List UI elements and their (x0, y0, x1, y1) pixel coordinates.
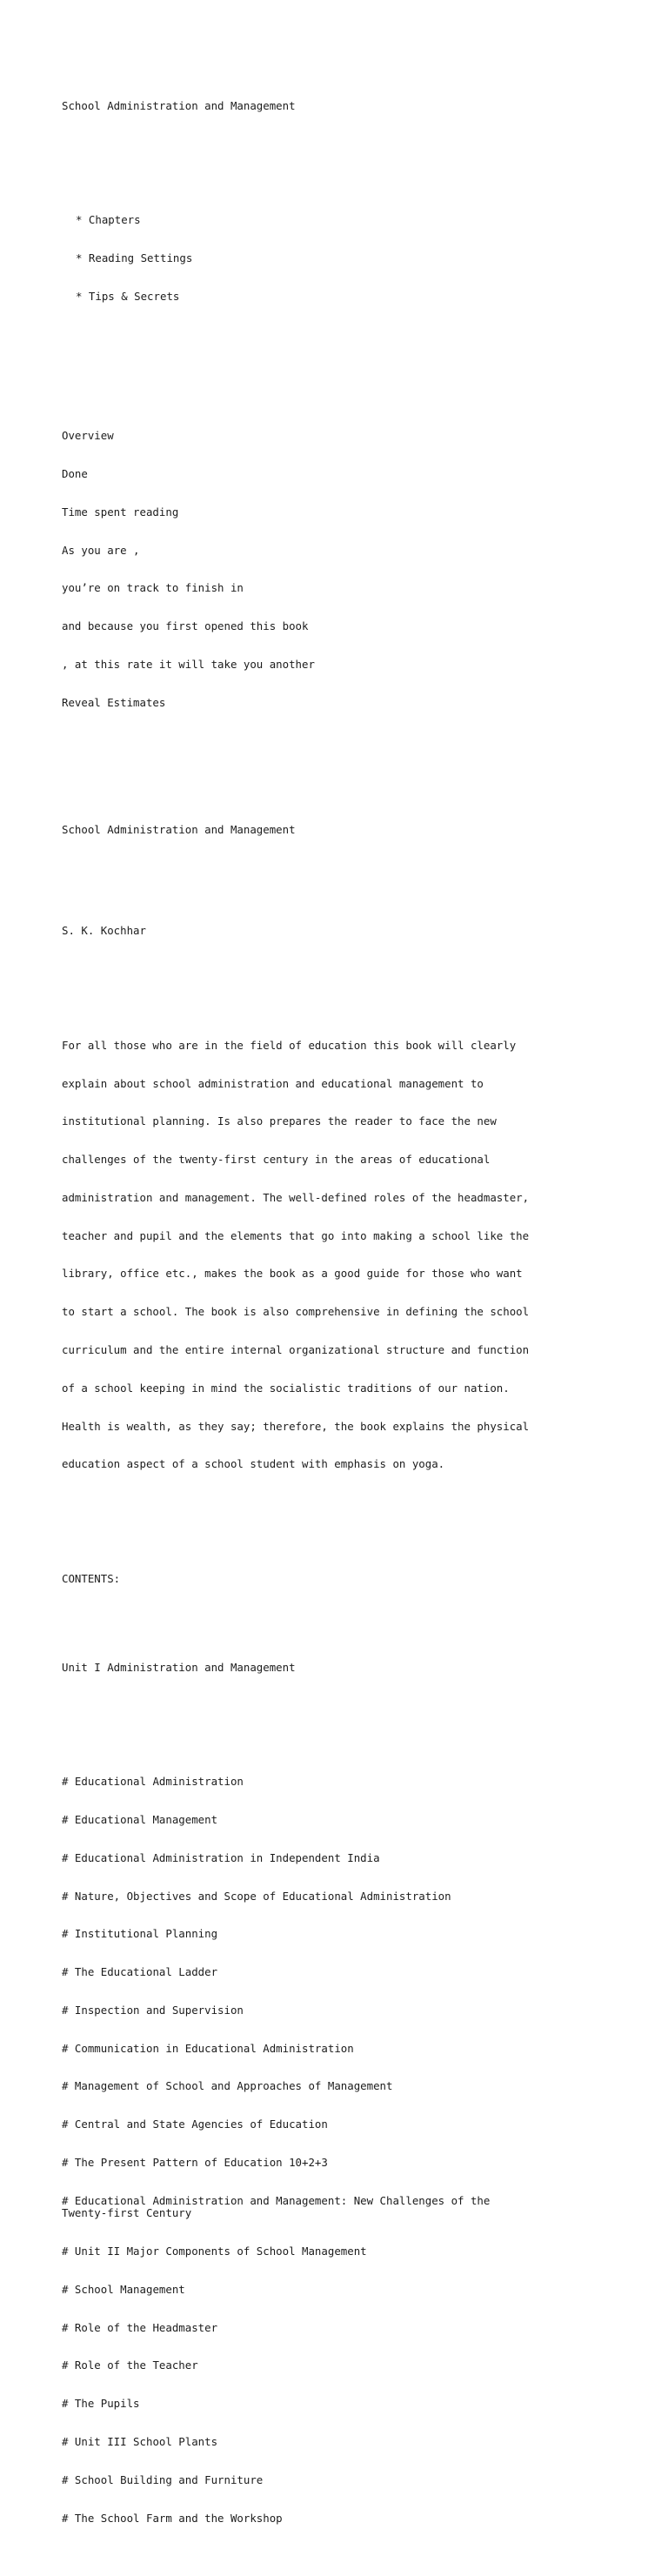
spacer (62, 861, 653, 887)
contents-list (62, 1750, 653, 2550)
time-spent-label: Time spent reading (62, 505, 179, 519)
as-you-are-text: As you are , (62, 543, 140, 557)
first-opened-text: and because you first opened this book (62, 619, 309, 633)
reveal-estimates-button[interactable]: Reveal Estimates (62, 695, 166, 709)
done-button[interactable]: Done (62, 467, 88, 480)
toc-item[interactable]: # Educational Administration (62, 1776, 653, 1789)
spacer (62, 1700, 653, 1713)
spacer (62, 760, 653, 786)
toc-item[interactable]: # Unit II Major Components of School Management (62, 2245, 653, 2258)
toc-item[interactable]: # Inspection and Supervision (62, 2004, 653, 2017)
book-description (62, 1014, 653, 1497)
description-line: For all those who are in the field of education this book will clearly (62, 1038, 517, 1052)
toc-item[interactable]: # The Pupils (62, 2398, 653, 2411)
toc-item[interactable]: # Educational Administration in Independent India (62, 1852, 653, 1865)
description-line: teacher and pupil and the elements that go into making a school like the (62, 1228, 530, 1242)
on-track-text: you’re on track to finish in (62, 581, 244, 595)
description-line: of a school keeping in mind the socialistic traditions of our nation. (62, 1381, 510, 1395)
toc-item[interactable]: # Nature, Objectives and Scope of Educational Administration (62, 1890, 653, 1904)
unit-heading: Unit I Administration and Management (62, 1660, 296, 1674)
spacer (62, 1610, 653, 1623)
description-line: curriculum and the entire internal organizational structure and function (62, 1342, 530, 1356)
toc-item[interactable]: # Communication in Educational Administration (62, 2043, 653, 2056)
toc-item[interactable]: # School Building and Furniture (62, 2474, 653, 2487)
toc-item[interactable]: # Unit III School Plants (62, 2436, 653, 2449)
description-line: administration and management. The well-defined roles of the headmaster, (62, 1190, 530, 1204)
book-title: School Administration and Management (62, 822, 296, 836)
toc-item[interactable]: # The School Farm and the Workshop (62, 2512, 653, 2526)
description-line: to start a school. The book is also comprehensive in defining the school (62, 1305, 530, 1319)
spacer (62, 354, 653, 367)
description-line: challenges of the twenty-first century in the areas of educational (62, 1153, 491, 1167)
overview-tab[interactable]: Overview (62, 429, 114, 443)
description-line: explain about school administration and educational management to (62, 1076, 484, 1090)
toc-item[interactable]: # Role of the Headmaster (62, 2322, 653, 2335)
toc-item[interactable]: # School Management (62, 2284, 653, 2297)
header-title: School Administration and Management (62, 98, 296, 112)
menu-item-tips-secrets[interactable]: * Tips & Secrets (76, 291, 653, 304)
book-author: S. K. Kochhar (62, 924, 146, 938)
toc-item[interactable]: # Institutional Planning (62, 1928, 653, 1941)
menu-item-reading-settings[interactable]: * Reading Settings (76, 252, 653, 265)
document-page (62, 62, 653, 2576)
spacer (62, 138, 653, 151)
toc-item[interactable]: # Educational Administration and Management: New Challenges of the Twenty-first Century (62, 2195, 653, 2220)
toc-item[interactable]: # Role of the Teacher (62, 2359, 653, 2372)
toc-item[interactable]: # Management of School and Approaches of Management (62, 2080, 653, 2093)
toc-item[interactable]: # Central and State Agencies of Education (62, 2118, 653, 2131)
toc-item[interactable]: # Educational Management (62, 1814, 653, 1827)
reading-overview (62, 405, 653, 734)
description-line: institutional planning. Is also prepares the reader to face the new (62, 1114, 497, 1128)
contents-heading: CONTENTS: (62, 1571, 121, 1585)
description-line: library, office etc., makes the book as a good guide for those who want (62, 1267, 523, 1281)
spacer (62, 1522, 653, 1535)
spacer (62, 963, 653, 976)
at-this-rate-text: , at this rate it will take you another (62, 657, 315, 671)
toc-item[interactable]: # The Present Pattern of Education 10+2+3 (62, 2157, 653, 2170)
toc-item[interactable]: # The Educational Ladder (62, 1966, 653, 1979)
menu-item-chapters[interactable]: * Chapters (76, 214, 653, 227)
description-line: education aspect of a school student with emphasis on yoga. (62, 1457, 445, 1471)
description-line: Health is wealth, as they say; therefore, the book explains the physical (62, 1419, 530, 1433)
nav-menu (62, 189, 653, 329)
